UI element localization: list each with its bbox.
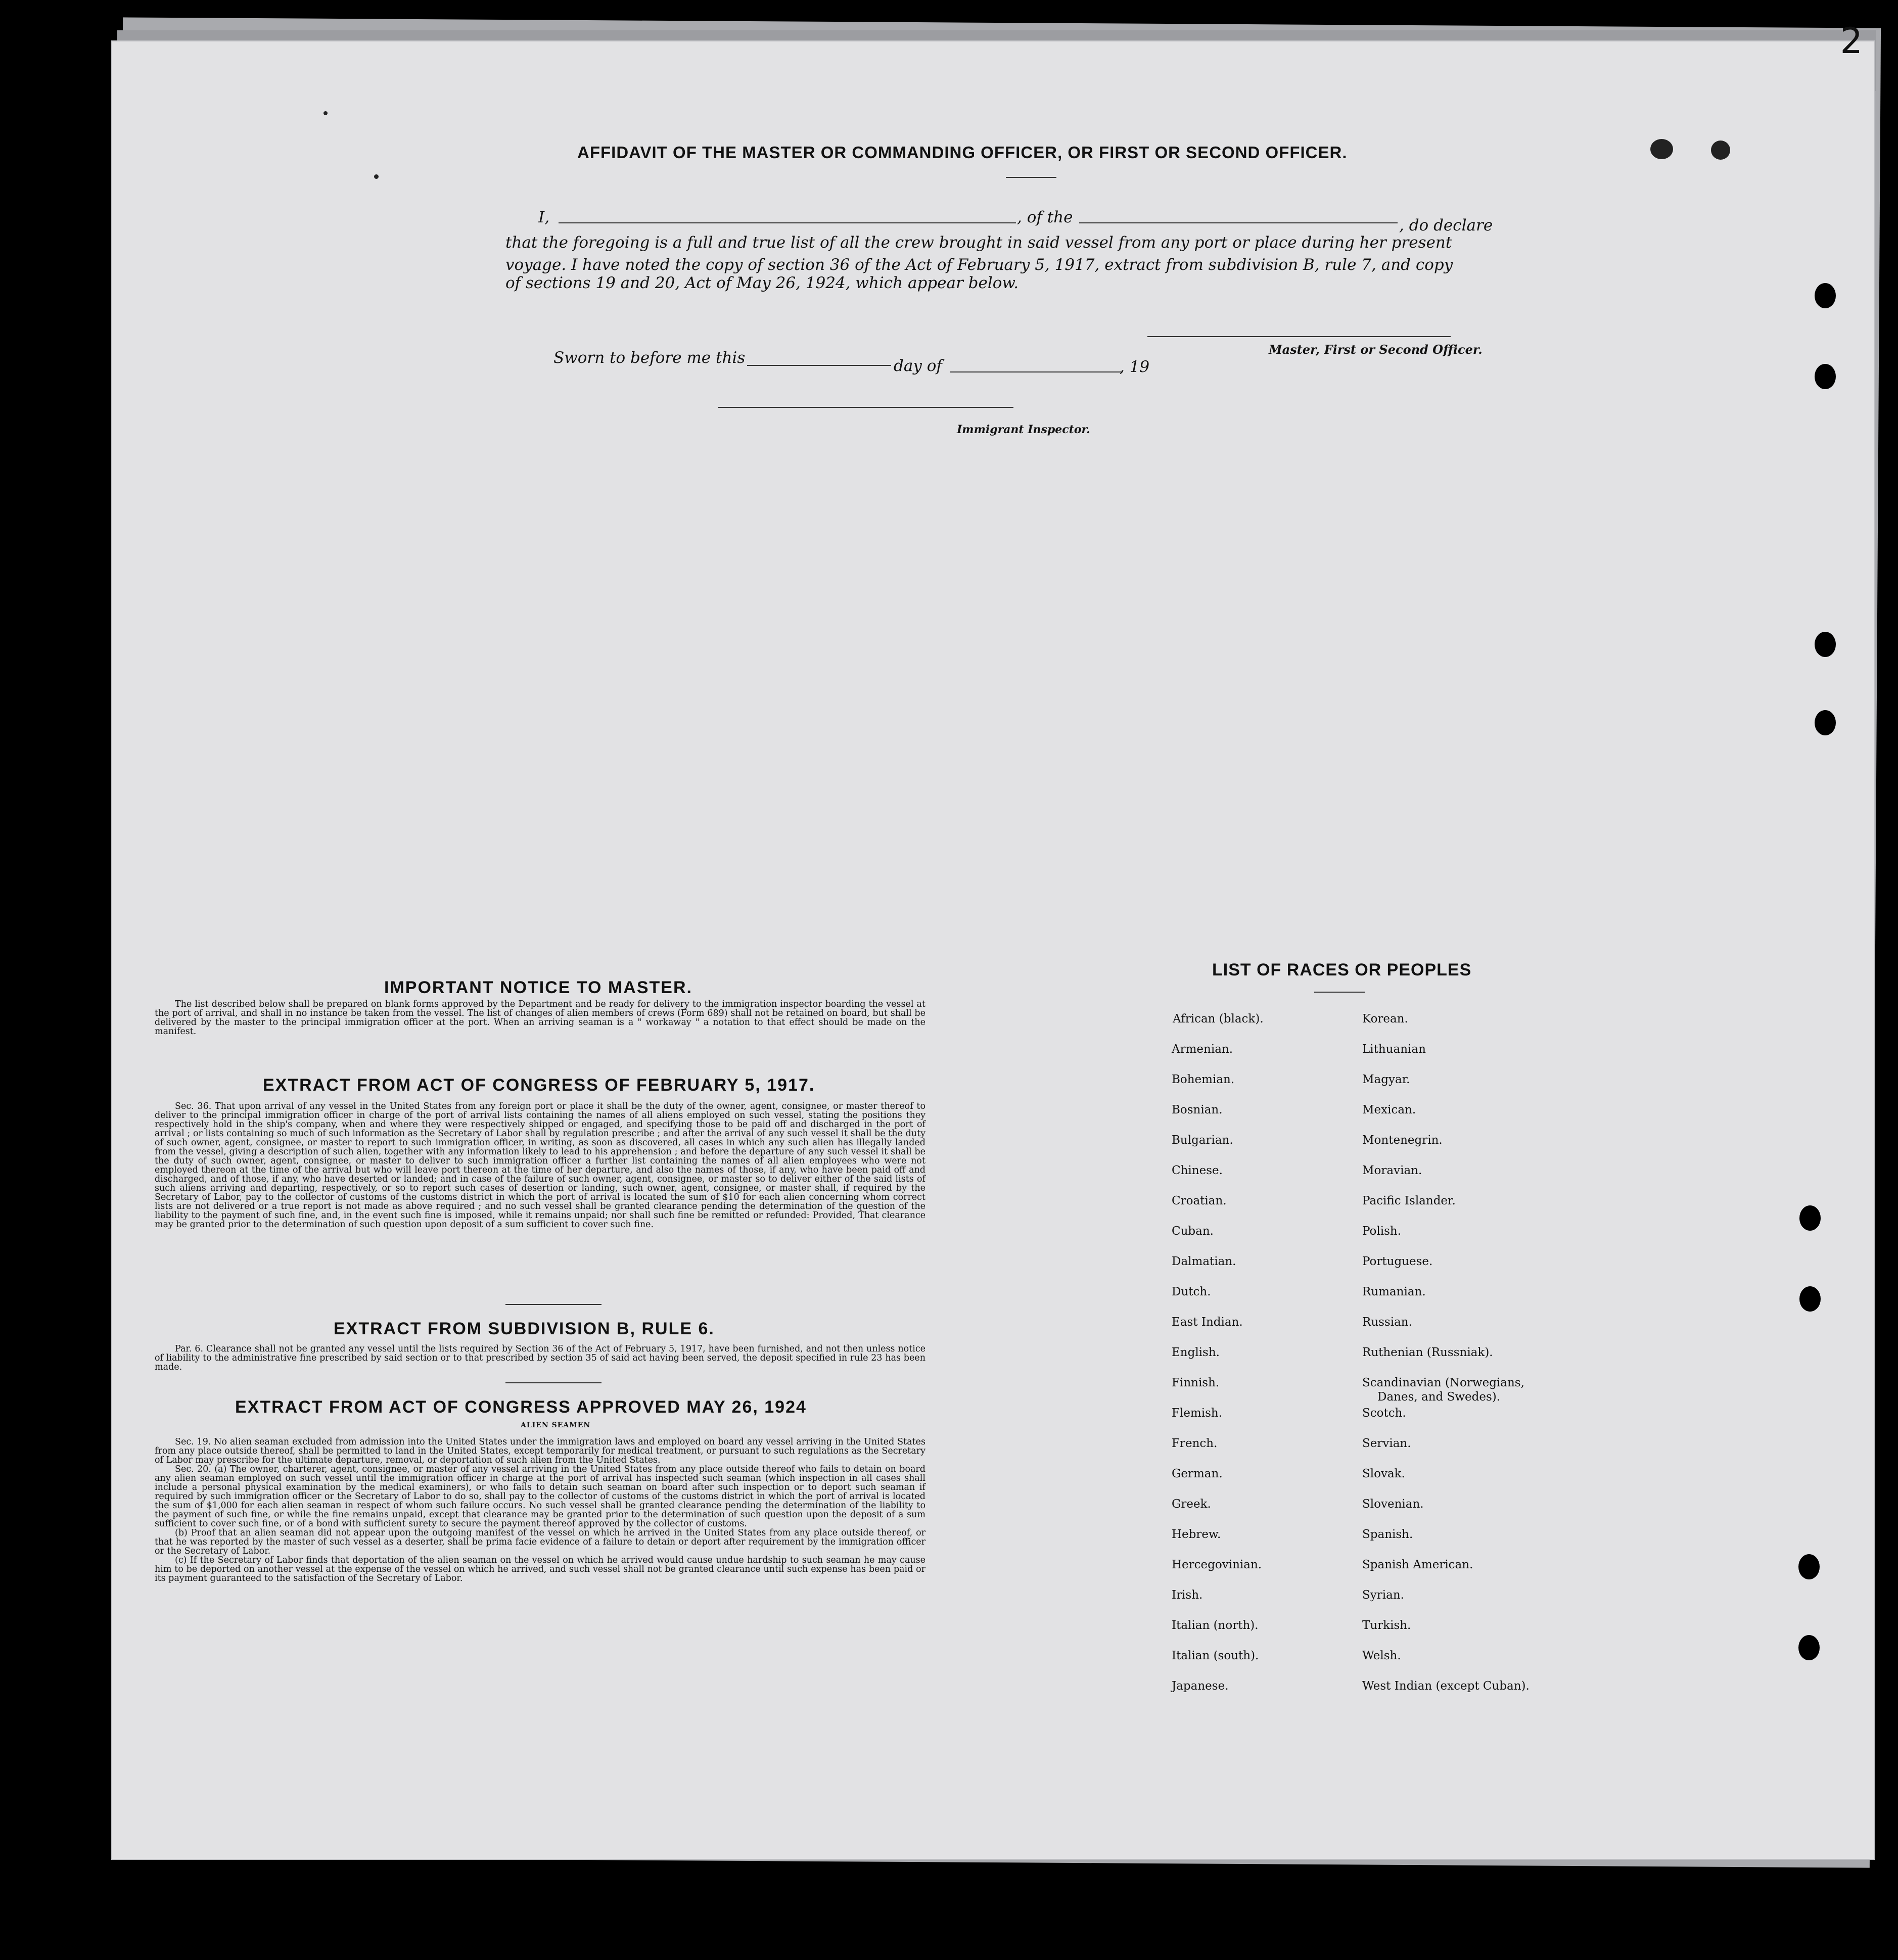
ink-dot (323, 111, 328, 115)
inspector-caption: Immigrant Inspector. (957, 423, 1090, 436)
rule6-title: EXTRACT FROM SUBDIVISION B, RULE 6. (334, 1319, 715, 1338)
race-item: Croatian. (1172, 1194, 1227, 1207)
divider (1006, 177, 1056, 178)
race-item: English. (1172, 1346, 1220, 1359)
race-item: Spanish American. (1362, 1558, 1473, 1571)
race-item: Spanish. (1362, 1528, 1413, 1541)
punch-hole (1798, 1635, 1820, 1660)
month-blank (950, 371, 1122, 372)
race-item: German. (1172, 1467, 1223, 1480)
race-item: French. (1172, 1437, 1218, 1450)
punch-hole (1815, 710, 1836, 735)
notice-paragraph: The list described below shall be prepared on blank forms approved by the Department and be ready for delivery to the immigration inspector boarding the vessel at the port of arrival, and shall in no instance be taken from the vessel. The list of changes of alien members of crews (Form 689) shall not be retained on board, but shall be delivered by the master to the principal immigration officer at the port. When an arriving seaman is a " workaway " a notation to that effect should be made on the manifest. (155, 999, 925, 1037)
affidavit-line-4: of sections 19 and 20, Act of May 26, 1924, which appear below. (505, 274, 1019, 292)
race-item: Hebrew. (1172, 1528, 1221, 1541)
rule6-paragraph: Par. 6. Clearance shall not be granted any vessel until the lists required by Section 36 of the Act of February 5, 1917, have been furnished, and not then unless notice of liability to the administrative fine prescribed by said section or to that prescribed by section 35 of said act having been served, the deposit specified in rule 23 has been made. (155, 1344, 925, 1372)
race-item: Rumanian. (1362, 1285, 1426, 1298)
race-item: Bosnian. (1172, 1103, 1223, 1116)
race-item: Flemish. (1172, 1407, 1223, 1420)
race-item: Mexican. (1362, 1103, 1416, 1116)
race-item: Bohemian. (1172, 1073, 1235, 1086)
day-blank (747, 365, 891, 366)
day-of: day of (894, 357, 942, 375)
race-item: Italian (south). (1172, 1649, 1259, 1662)
race-item: Polish. (1362, 1225, 1402, 1238)
race-item: Russian. (1362, 1316, 1412, 1329)
divider (505, 1382, 601, 1383)
extract-1917-title: EXTRACT FROM ACT OF CONGRESS OF FEBRUARY 5, 1917. (263, 1076, 815, 1095)
race-item: Syrian. (1362, 1589, 1404, 1602)
race-item: Irish. (1172, 1589, 1203, 1602)
sec19-paragraph: Sec. 19. No alien seaman excluded from admission into the United States under the immigration laws and employed on board any vessel arriving in the United States from any place outside thereof, shall be permitted to land in the United States, except temporarily for medical treatment, or pursuant to such regulations as the Secretary of Labor may prescribe for the ultimate departure, removal, or deportation of such alien from the United States. (155, 1437, 925, 1465)
race-item: Pacific Islander. (1362, 1194, 1456, 1207)
race-item: Ruthenian (Russniak). (1362, 1346, 1493, 1359)
race-item: Bulgarian. (1172, 1134, 1233, 1147)
divider (1314, 992, 1365, 993)
race-item: Moravian. (1362, 1164, 1422, 1177)
rule6-text (155, 1344, 925, 1372)
notice-title: IMPORTANT NOTICE TO MASTER. (384, 978, 692, 997)
sec20c-paragraph: (c) If the Secretary of Labor finds that deportation of the alien seaman on the vessel on which he arrived would cause undue hardship to such seaman he may cause him to be deported on another vessel at the expense of the vessel on which he arrived, and such vessel shall not be granted clearance until such expense has been paid or its payment guaranteed to the satisfaction of the Secretary of Labor. (155, 1555, 925, 1583)
race-item: Turkish. (1362, 1619, 1411, 1632)
race-item: Korean. (1362, 1012, 1408, 1025)
race-item: African (black). (1173, 1012, 1264, 1025)
affidavit-title: AFFIDAVIT OF THE MASTER OR COMMANDING OFFICER, OR FIRST OR SECOND OFFICER. (577, 143, 1348, 162)
ink-blot (1711, 141, 1730, 160)
punch-hole (1815, 632, 1836, 657)
page-number: 2 (1840, 20, 1863, 62)
extract-1917-paragraph: Sec. 36. That upon arrival of any vessel in the United States from any foreign port or place it shall be the duty of the owner, agent, consignee, or master thereof to deliver to the principal immigration officer in charge of the port of arrival lists containing the names of all aliens employed on such vessel, stating the positions they respectively hold in the ship's company, when and where they were respectively shipped or engaged, and specifying those to be paid off and discharged in the port of arrival ; or lists containing so much of such information as the Secretary of Labor shall by regulation prescribe ; and after the arrival of any such vessel it shall be the duty of such owner, agent, consignee, or master to report to such immigration officer, in writing, as soon as discovered, all cases in which any such alien has illegally landed from the vessel, giving a description of such alien, together with any information likely to lead to his apprehension ; and before the departure of any such vessel it shall be the duty of such owner, agent, consignee, or master to deliver to such immigration officer a further list containing the names of all alien employees who were not employed thereon at the time of the arrival but who will leave port thereon at the time of her departure, and also the names of those, if any, who have been paid off and discharged, and of those, if any, who have deserted or landed; and in case of the failure of such owner, agent, consignee, or master so to deliver either of the said lists of such aliens arriving and departing, respectively, or so to report such cases of desertion or landing, such owner, agent, consignee, or master shall, if required by the Secretary of Labor, pay to the collector of customs of the customs district in which the port of arrival is located the sum of $10 for each alien concerning whom correct lists are not delivered or a true report is not made as above required ; and no such vessel shall be granted clearance pending the determination of the question of the liability to the payment of such fine, and, in the event such fine is imposed, while it remains unpaid; nor shall such fine be remitted or refunded: Provided, That clearance may be granted prior to the determination of such question upon deposit of a sum sufficient to cover such fine. (155, 1101, 925, 1230)
race-item: Greek. (1172, 1498, 1211, 1511)
punch-hole (1798, 1554, 1820, 1579)
race-item: Portuguese. (1362, 1255, 1433, 1268)
ink-blot (1650, 139, 1673, 159)
punch-hole (1815, 364, 1836, 389)
race-item: Italian (north). (1172, 1619, 1259, 1632)
extract-1924-subtitle: ALIEN SEAMEN (521, 1421, 591, 1429)
race-item: Lithuanian (1362, 1043, 1426, 1056)
sec20a-paragraph: Sec. 20. (a) The owner, charterer, agent, consignee, or master of any vessel arriving in the United States from any place outside thereof who fails to detain on board any alien seaman employed on such vessel until the immigration officer in charge at the port of arrival has inspected such seaman (which inspection in all cases shall include a personal physical examination by the medical examiners), or who fails to detain such seaman on board after such inspection or to deport such seaman if required by such immigration officer or the Secretary of Labor to do so, shall pay to the collector of customs of the customs district in which the port of arrival is located the sum of $1,000 for each alien seaman in respect of whom such failure occurs. No such vessel shall be granted clearance pending the determination of the liability to the payment of such fine, or while the fine remains unpaid, except that clearance may be granted prior to the determination of such question upon the deposit of a sum sufficient to cover such fine, or of a bond with sufficient surety to secure the payment thereof approved by the collector of customs. (155, 1464, 925, 1529)
signature-blank (1147, 336, 1451, 337)
affidavit-of-the: , of the (1017, 208, 1073, 226)
punch-hole (1799, 1205, 1821, 1231)
name-blank (559, 222, 1016, 223)
race-item: West Indian (except Cuban). (1362, 1679, 1530, 1693)
affidavit-line-3: voyage. I have noted the copy of section 36 of the Act of February 5, 1917, extract from subdivision B, rule 7, and copy (505, 256, 1453, 274)
race-item: Hercegovinian. (1172, 1558, 1262, 1571)
race-item: Danes, and Swedes). (1377, 1390, 1501, 1404)
race-item: Dutch. (1172, 1285, 1211, 1298)
race-item: Dalmatian. (1172, 1255, 1236, 1268)
race-item: Cuban. (1172, 1225, 1214, 1238)
inspector-blank (718, 407, 1013, 408)
race-item: Japanese. (1172, 1679, 1229, 1693)
affidavit-declare: , do declare (1399, 216, 1493, 235)
extract-1924-text (155, 1437, 925, 1583)
year-prefix: , 19 (1120, 358, 1150, 376)
notice-text (155, 1000, 925, 1036)
race-item: Armenian. (1172, 1043, 1233, 1056)
race-item: Servian. (1362, 1437, 1411, 1450)
document-page (111, 40, 1875, 1860)
extract-1924-title: EXTRACT FROM ACT OF CONGRESS APPROVED MAY 26, 1924 (235, 1397, 807, 1417)
race-item: Welsh. (1362, 1649, 1401, 1662)
race-item: Scotch. (1362, 1407, 1406, 1420)
race-item: Magyar. (1362, 1073, 1410, 1086)
ink-dot (374, 174, 379, 179)
race-item: Scandinavian (Norwegians, (1362, 1376, 1524, 1389)
race-item: East Indian. (1172, 1316, 1243, 1329)
master-caption: Master, First or Second Officer. (1269, 342, 1483, 357)
punch-hole (1799, 1286, 1821, 1312)
punch-hole (1815, 283, 1836, 308)
race-item: Finnish. (1172, 1376, 1220, 1389)
vessel-blank (1079, 222, 1398, 223)
sec20b-paragraph: (b) Proof that an alien seaman did not appear upon the outgoing manifest of the vessel on which he arrived in the United States from any place outside thereof, or that he was reported by the master of such vessel as a deserter, shall be prima facie evidence of a failure to detain or deport after requirement by the immigration officer or the Secretary of Labor. (155, 1528, 925, 1556)
race-item: Chinese. (1172, 1164, 1223, 1177)
divider (505, 1304, 601, 1305)
affidavit-line-2: that the foregoing is a full and true list of all the crew brought in said vessel from any port or place during her present (505, 234, 1452, 252)
race-item: Slovak. (1362, 1467, 1405, 1480)
races-title: LIST OF RACES OR PEOPLES (1212, 960, 1472, 979)
race-item: Montenegrin. (1362, 1134, 1443, 1147)
affidavit-i: I, (538, 208, 550, 226)
sworn-text: Sworn to before me this (553, 349, 746, 367)
race-item: Slovenian. (1362, 1498, 1424, 1511)
extract-1917-text (155, 1102, 925, 1229)
